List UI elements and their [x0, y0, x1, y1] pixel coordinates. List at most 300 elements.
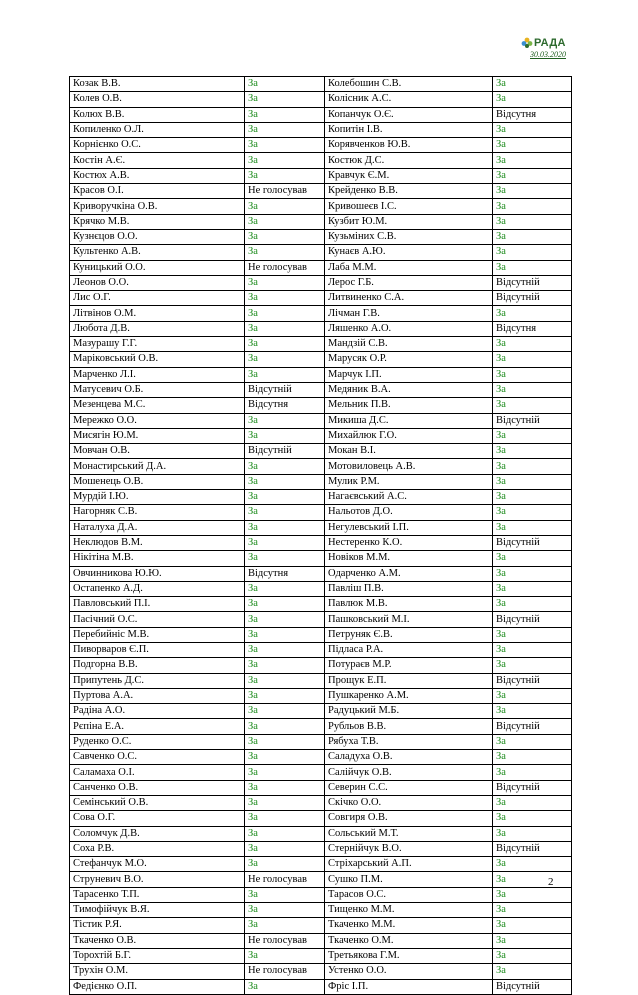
table-row [70, 214, 572, 229]
deputy-name: Тарасов О.С. [325, 887, 493, 902]
deputy-name: Пуртова А.А. [70, 688, 245, 703]
deputy-name: Леонов О.О. [70, 275, 245, 290]
vote-result: За [245, 413, 325, 428]
deputy-name: Ткаченко О.М. [325, 933, 493, 948]
deputy-name: Саламаха О.І. [70, 765, 245, 780]
table-row [70, 77, 572, 92]
vote-result: За [493, 352, 572, 367]
vote-result: За [245, 490, 325, 505]
vote-result: За [493, 566, 572, 581]
vote-result: За [245, 627, 325, 642]
vote-result: За [493, 750, 572, 765]
table-row [70, 474, 572, 489]
table-row [70, 459, 572, 474]
deputy-name: Корявченков Ю.В. [325, 138, 493, 153]
deputy-name: Костюк Д.С. [325, 153, 493, 168]
vote-result: За [245, 857, 325, 872]
deputy-name: Санченко О.В. [70, 780, 245, 795]
deputy-name: Литвиненко С.А. [325, 291, 493, 306]
deputy-name: Мовчан О.В. [70, 444, 245, 459]
vote-result: За [245, 245, 325, 260]
deputy-name: Мурдій І.Ю. [70, 490, 245, 505]
deputy-name: Скічко О.О. [325, 795, 493, 810]
deputy-name: Костін А.Є. [70, 153, 245, 168]
deputy-name: Лис О.Г. [70, 291, 245, 306]
table-row [70, 719, 572, 734]
deputy-name: Фріс І.П. [325, 979, 493, 994]
vote-result: За [245, 688, 325, 703]
table-row [70, 444, 572, 459]
deputy-name: Копиленко О.Л. [70, 122, 245, 137]
deputy-name: Саладуха О.В. [325, 750, 493, 765]
table-row [70, 933, 572, 948]
table-row [70, 122, 572, 137]
vote-result: За [245, 107, 325, 122]
deputy-name: Нальотов Д.О. [325, 505, 493, 520]
table-row [70, 903, 572, 918]
deputy-name: Культенко А.В. [70, 245, 245, 260]
deputy-name: Рубльов В.В. [325, 719, 493, 734]
deputy-name: Підласа Р.А. [325, 642, 493, 657]
vote-result: За [245, 505, 325, 520]
vote-result: За [245, 551, 325, 566]
vote-result: За [493, 153, 572, 168]
deputy-name: Лаба М.М. [325, 260, 493, 275]
table-row [70, 260, 572, 275]
document-date: 30.03.2020 [530, 50, 566, 59]
deputy-name: Маріковський О.В. [70, 352, 245, 367]
vote-result: За [493, 214, 572, 229]
deputy-name: Мотовиловець А.В. [325, 459, 493, 474]
table-row [70, 535, 572, 550]
deputy-name: Криворучкіна О.В. [70, 199, 245, 214]
table-row [70, 765, 572, 780]
vote-result: За [493, 168, 572, 183]
vote-result: Відсутній [493, 612, 572, 627]
table-row [70, 627, 572, 642]
deputy-name: Савченко О.С. [70, 750, 245, 765]
vote-result: За [245, 474, 325, 489]
deputy-name: Радуцький М.Б. [325, 704, 493, 719]
deputy-name: Павловський П.І. [70, 597, 245, 612]
deputy-name: Прощук Е.П. [325, 673, 493, 688]
deputy-name: Устенко О.О. [325, 964, 493, 979]
table-row [70, 795, 572, 810]
vote-result: Не голосував [245, 872, 325, 887]
table-row [70, 229, 572, 244]
table-row [70, 597, 572, 612]
deputy-name: Марусяк О.Р. [325, 352, 493, 367]
vote-result: За [493, 474, 572, 489]
vote-result: За [493, 505, 572, 520]
vote-result: За [245, 291, 325, 306]
vote-result: За [493, 490, 572, 505]
table-row [70, 551, 572, 566]
vote-result: Відсутній [493, 413, 572, 428]
vote-table-body [70, 77, 572, 995]
deputy-name: Михайлюк Г.О. [325, 428, 493, 443]
vote-result: За [493, 199, 572, 214]
deputy-name: Мазурашу Г.Г. [70, 337, 245, 352]
deputy-name: Сова О.Г. [70, 811, 245, 826]
vote-result: Не голосував [245, 933, 325, 948]
table-row [70, 337, 572, 352]
deputy-name: Куницький О.О. [70, 260, 245, 275]
table-row [70, 199, 572, 214]
deputy-name: Припутень Д.С. [70, 673, 245, 688]
deputy-name: Третьякова Г.М. [325, 948, 493, 963]
vote-result: За [245, 168, 325, 183]
deputy-name: Тимофійчук В.Я. [70, 903, 245, 918]
deputy-name: Кривошеєв І.С. [325, 199, 493, 214]
vote-result: За [245, 321, 325, 336]
vote-result: За [245, 535, 325, 550]
table-row [70, 734, 572, 749]
deputy-name: Подгорна В.В. [70, 658, 245, 673]
table-row [70, 857, 572, 872]
vote-result: За [493, 642, 572, 657]
deputy-name: Перебийніс М.В. [70, 627, 245, 642]
table-row [70, 918, 572, 933]
deputy-name: Мисягін Ю.М. [70, 428, 245, 443]
deputy-name: Тістик Р.Я. [70, 918, 245, 933]
vote-result: За [245, 887, 325, 902]
deputy-name: Копанчук О.Є. [325, 107, 493, 122]
deputy-name: Колюх В.В. [70, 107, 245, 122]
vote-result: За [493, 382, 572, 397]
deputy-name: Кузнєцов О.О. [70, 229, 245, 244]
table-row [70, 490, 572, 505]
vote-result: За [245, 199, 325, 214]
vote-result: За [245, 841, 325, 856]
deputy-name: Павліш П.В. [325, 581, 493, 596]
table-row [70, 566, 572, 581]
vote-result: За [245, 77, 325, 92]
table-row [70, 382, 572, 397]
vote-result: За [245, 337, 325, 352]
deputy-name: Копитін І.В. [325, 122, 493, 137]
deputy-name: Літвінов О.М. [70, 306, 245, 321]
vote-result: Не голосував [245, 964, 325, 979]
deputy-name: Пашковський М.І. [325, 612, 493, 627]
deputy-name: Соха Р.В. [70, 841, 245, 856]
deputy-name: Корнієнко О.С. [70, 138, 245, 153]
vote-result: За [245, 581, 325, 596]
vote-result: За [493, 229, 572, 244]
vote-result: За [493, 138, 572, 153]
deputy-name: Кунаєв А.Ю. [325, 245, 493, 260]
vote-result: За [493, 795, 572, 810]
deputy-name: Струневич В.О. [70, 872, 245, 887]
deputy-name: Тищенко М.М. [325, 903, 493, 918]
deputy-name: Мельник П.В. [325, 398, 493, 413]
flower-icon [521, 37, 533, 49]
table-row [70, 352, 572, 367]
logo-text: РАДА [534, 37, 566, 49]
deputy-name: Нікітіна М.В. [70, 551, 245, 566]
vote-result: За [493, 459, 572, 474]
deputy-name: Мошенець О.В. [70, 474, 245, 489]
vote-result: Відсутній [493, 535, 572, 550]
deputy-name: Крейденко В.В. [325, 184, 493, 199]
vote-result: За [493, 184, 572, 199]
vote-result: Не голосував [245, 260, 325, 275]
deputy-name: Семінський О.В. [70, 795, 245, 810]
table-row [70, 428, 572, 443]
vote-table [69, 76, 572, 995]
vote-result: Відсутній [493, 841, 572, 856]
table-row [70, 780, 572, 795]
vote-result: За [245, 214, 325, 229]
deputy-name: Наталуха Д.А. [70, 520, 245, 535]
table-row [70, 321, 572, 336]
vote-result: Відсутній [493, 291, 572, 306]
vote-result: За [245, 765, 325, 780]
table-row [70, 673, 572, 688]
deputy-name: Кравчук Є.М. [325, 168, 493, 183]
table-row [70, 750, 572, 765]
vote-result: За [493, 367, 572, 382]
vote-result: За [245, 428, 325, 443]
vote-result: За [245, 658, 325, 673]
vote-result: За [245, 918, 325, 933]
deputy-name: Радіна А.О. [70, 704, 245, 719]
rada-logo [521, 36, 565, 50]
vote-result: За [245, 275, 325, 290]
deputy-name: Тарасенко Т.П. [70, 887, 245, 902]
table-row [70, 520, 572, 535]
vote-result: Відсутній [493, 275, 572, 290]
deputy-name: Колев О.В. [70, 92, 245, 107]
deputy-name: Пасічний О.С. [70, 612, 245, 627]
deputy-name: Совгиря О.В. [325, 811, 493, 826]
deputy-name: Марченко Л.І. [70, 367, 245, 382]
deputy-name: Мезенцева М.С. [70, 398, 245, 413]
vote-result: Відсутня [245, 398, 325, 413]
vote-result: За [493, 826, 572, 841]
vote-result: За [493, 77, 572, 92]
vote-result: За [245, 367, 325, 382]
table-row [70, 826, 572, 841]
table-row [70, 811, 572, 826]
table-row [70, 887, 572, 902]
vote-result: За [493, 857, 572, 872]
deputy-name: Соломчук Д.В. [70, 826, 245, 841]
vote-result: За [245, 780, 325, 795]
vote-result: За [493, 811, 572, 826]
table-row [70, 168, 572, 183]
deputy-name: Козак В.В. [70, 77, 245, 92]
vote-result: За [245, 826, 325, 841]
deputy-name: Сушко П.М. [325, 872, 493, 887]
deputy-name: Красов О.І. [70, 184, 245, 199]
vote-result: Відсутній [493, 673, 572, 688]
vote-result: За [493, 551, 572, 566]
vote-result: За [493, 872, 572, 887]
table-row [70, 688, 572, 703]
vote-result: За [493, 306, 572, 321]
deputy-name: Пушкаренко А.М. [325, 688, 493, 703]
deputy-name: Овчинникова Ю.Ю. [70, 566, 245, 581]
table-row [70, 92, 572, 107]
vote-result: Відсутній [493, 719, 572, 734]
vote-result: За [493, 704, 572, 719]
vote-result: За [493, 398, 572, 413]
vote-result: За [493, 337, 572, 352]
table-row [70, 964, 572, 979]
deputy-name: Кузьміних С.В. [325, 229, 493, 244]
table-row [70, 413, 572, 428]
deputy-name: Руденко О.С. [70, 734, 245, 749]
deputy-name: Медяник В.А. [325, 382, 493, 397]
vote-result: Відсутній [245, 444, 325, 459]
vote-result: За [493, 92, 572, 107]
table-row [70, 642, 572, 657]
deputy-name: Мокан В.І. [325, 444, 493, 459]
table-row [70, 367, 572, 382]
vote-result: За [245, 122, 325, 137]
table-row [70, 979, 572, 994]
vote-result: За [493, 658, 572, 673]
vote-result: За [493, 933, 572, 948]
table-row [70, 948, 572, 963]
vote-result: За [493, 627, 572, 642]
vote-result: За [493, 520, 572, 535]
table-row [70, 398, 572, 413]
vote-result: За [493, 903, 572, 918]
vote-result: За [493, 122, 572, 137]
vote-result: За [245, 750, 325, 765]
deputy-name: Матусевич О.Б. [70, 382, 245, 397]
deputy-name: Салійчук О.В. [325, 765, 493, 780]
vote-result: За [493, 428, 572, 443]
vote-result: За [245, 352, 325, 367]
table-row [70, 581, 572, 596]
vote-result: Відсутній [493, 780, 572, 795]
deputy-name: Негулевський І.П. [325, 520, 493, 535]
deputy-name: Мандзій С.В. [325, 337, 493, 352]
deputy-name: Федієнко О.П. [70, 979, 245, 994]
vote-result: За [245, 459, 325, 474]
vote-result: За [245, 979, 325, 994]
deputy-name: Сольський М.Т. [325, 826, 493, 841]
table-row [70, 612, 572, 627]
deputy-name: Потураєв М.Р. [325, 658, 493, 673]
deputy-name: Стефанчук М.О. [70, 857, 245, 872]
deputy-name: Петруняк Є.В. [325, 627, 493, 642]
deputy-name: Стріхарський А.П. [325, 857, 493, 872]
table-row [70, 291, 572, 306]
vote-result: За [493, 964, 572, 979]
vote-result: За [493, 948, 572, 963]
vote-result: За [493, 245, 572, 260]
table-row [70, 107, 572, 122]
page-number: 2 [548, 876, 554, 888]
vote-result: За [245, 642, 325, 657]
table-row [70, 841, 572, 856]
table-row [70, 872, 572, 887]
vote-result: За [245, 795, 325, 810]
table-row [70, 184, 572, 199]
deputy-name: Рєпіна Е.А. [70, 719, 245, 734]
deputy-name: Микиша Д.С. [325, 413, 493, 428]
deputy-name: Стернійчук В.О. [325, 841, 493, 856]
vote-result: За [493, 260, 572, 275]
vote-result: Відсутня [493, 321, 572, 336]
vote-result: За [245, 138, 325, 153]
vote-result: За [245, 673, 325, 688]
deputy-name: Любота Д.В. [70, 321, 245, 336]
vote-result: Не голосував [245, 184, 325, 199]
deputy-name: Монастирський Д.А. [70, 459, 245, 474]
vote-result: Відсутній [493, 979, 572, 994]
vote-result: За [245, 719, 325, 734]
vote-result: За [493, 581, 572, 596]
deputy-name: Торохтій Б.Г. [70, 948, 245, 963]
table-row [70, 704, 572, 719]
deputy-name: Нагаєвський А.С. [325, 490, 493, 505]
vote-result: За [493, 688, 572, 703]
vote-result: За [245, 306, 325, 321]
deputy-name: Павлюк М.В. [325, 597, 493, 612]
deputy-name: Лерос Г.Б. [325, 275, 493, 290]
deputy-name: Нестеренко К.О. [325, 535, 493, 550]
deputy-name: Мережко О.О. [70, 413, 245, 428]
table-row [70, 138, 572, 153]
deputy-name: Лічман Г.В. [325, 306, 493, 321]
vote-result: За [245, 520, 325, 535]
table-row [70, 306, 572, 321]
vote-result: За [245, 948, 325, 963]
vote-result: За [493, 734, 572, 749]
deputy-name: Остапенко А.Д. [70, 581, 245, 596]
vote-result: За [245, 734, 325, 749]
vote-result: За [245, 811, 325, 826]
vote-result: За [245, 903, 325, 918]
deputy-name: Кузбит Ю.М. [325, 214, 493, 229]
deputy-name: Колісник А.С. [325, 92, 493, 107]
table-row [70, 505, 572, 520]
vote-result: За [245, 704, 325, 719]
table-row [70, 275, 572, 290]
deputy-name: Нагорняк С.В. [70, 505, 245, 520]
vote-result: За [245, 92, 325, 107]
table-row [70, 658, 572, 673]
deputy-name: Ткаченко О.В. [70, 933, 245, 948]
vote-result: За [493, 444, 572, 459]
deputy-name: Ляшенко А.О. [325, 321, 493, 336]
vote-result: За [493, 887, 572, 902]
vote-result: За [493, 597, 572, 612]
deputy-name: Северин С.С. [325, 780, 493, 795]
deputy-name: Ткаченко М.М. [325, 918, 493, 933]
vote-result: Відсутній [245, 382, 325, 397]
vote-result: За [245, 229, 325, 244]
vote-result: За [245, 153, 325, 168]
table-row [70, 153, 572, 168]
deputy-name: Костюх А.В. [70, 168, 245, 183]
vote-result: За [245, 612, 325, 627]
vote-result: За [493, 918, 572, 933]
vote-result: За [493, 765, 572, 780]
deputy-name: Мулик Р.М. [325, 474, 493, 489]
vote-result: Відсутня [245, 566, 325, 581]
deputy-name: Пиворваров Є.П. [70, 642, 245, 657]
table-row [70, 245, 572, 260]
deputy-name: Трухін О.М. [70, 964, 245, 979]
deputy-name: Неклюдов В.М. [70, 535, 245, 550]
deputy-name: Рябуха Т.В. [325, 734, 493, 749]
